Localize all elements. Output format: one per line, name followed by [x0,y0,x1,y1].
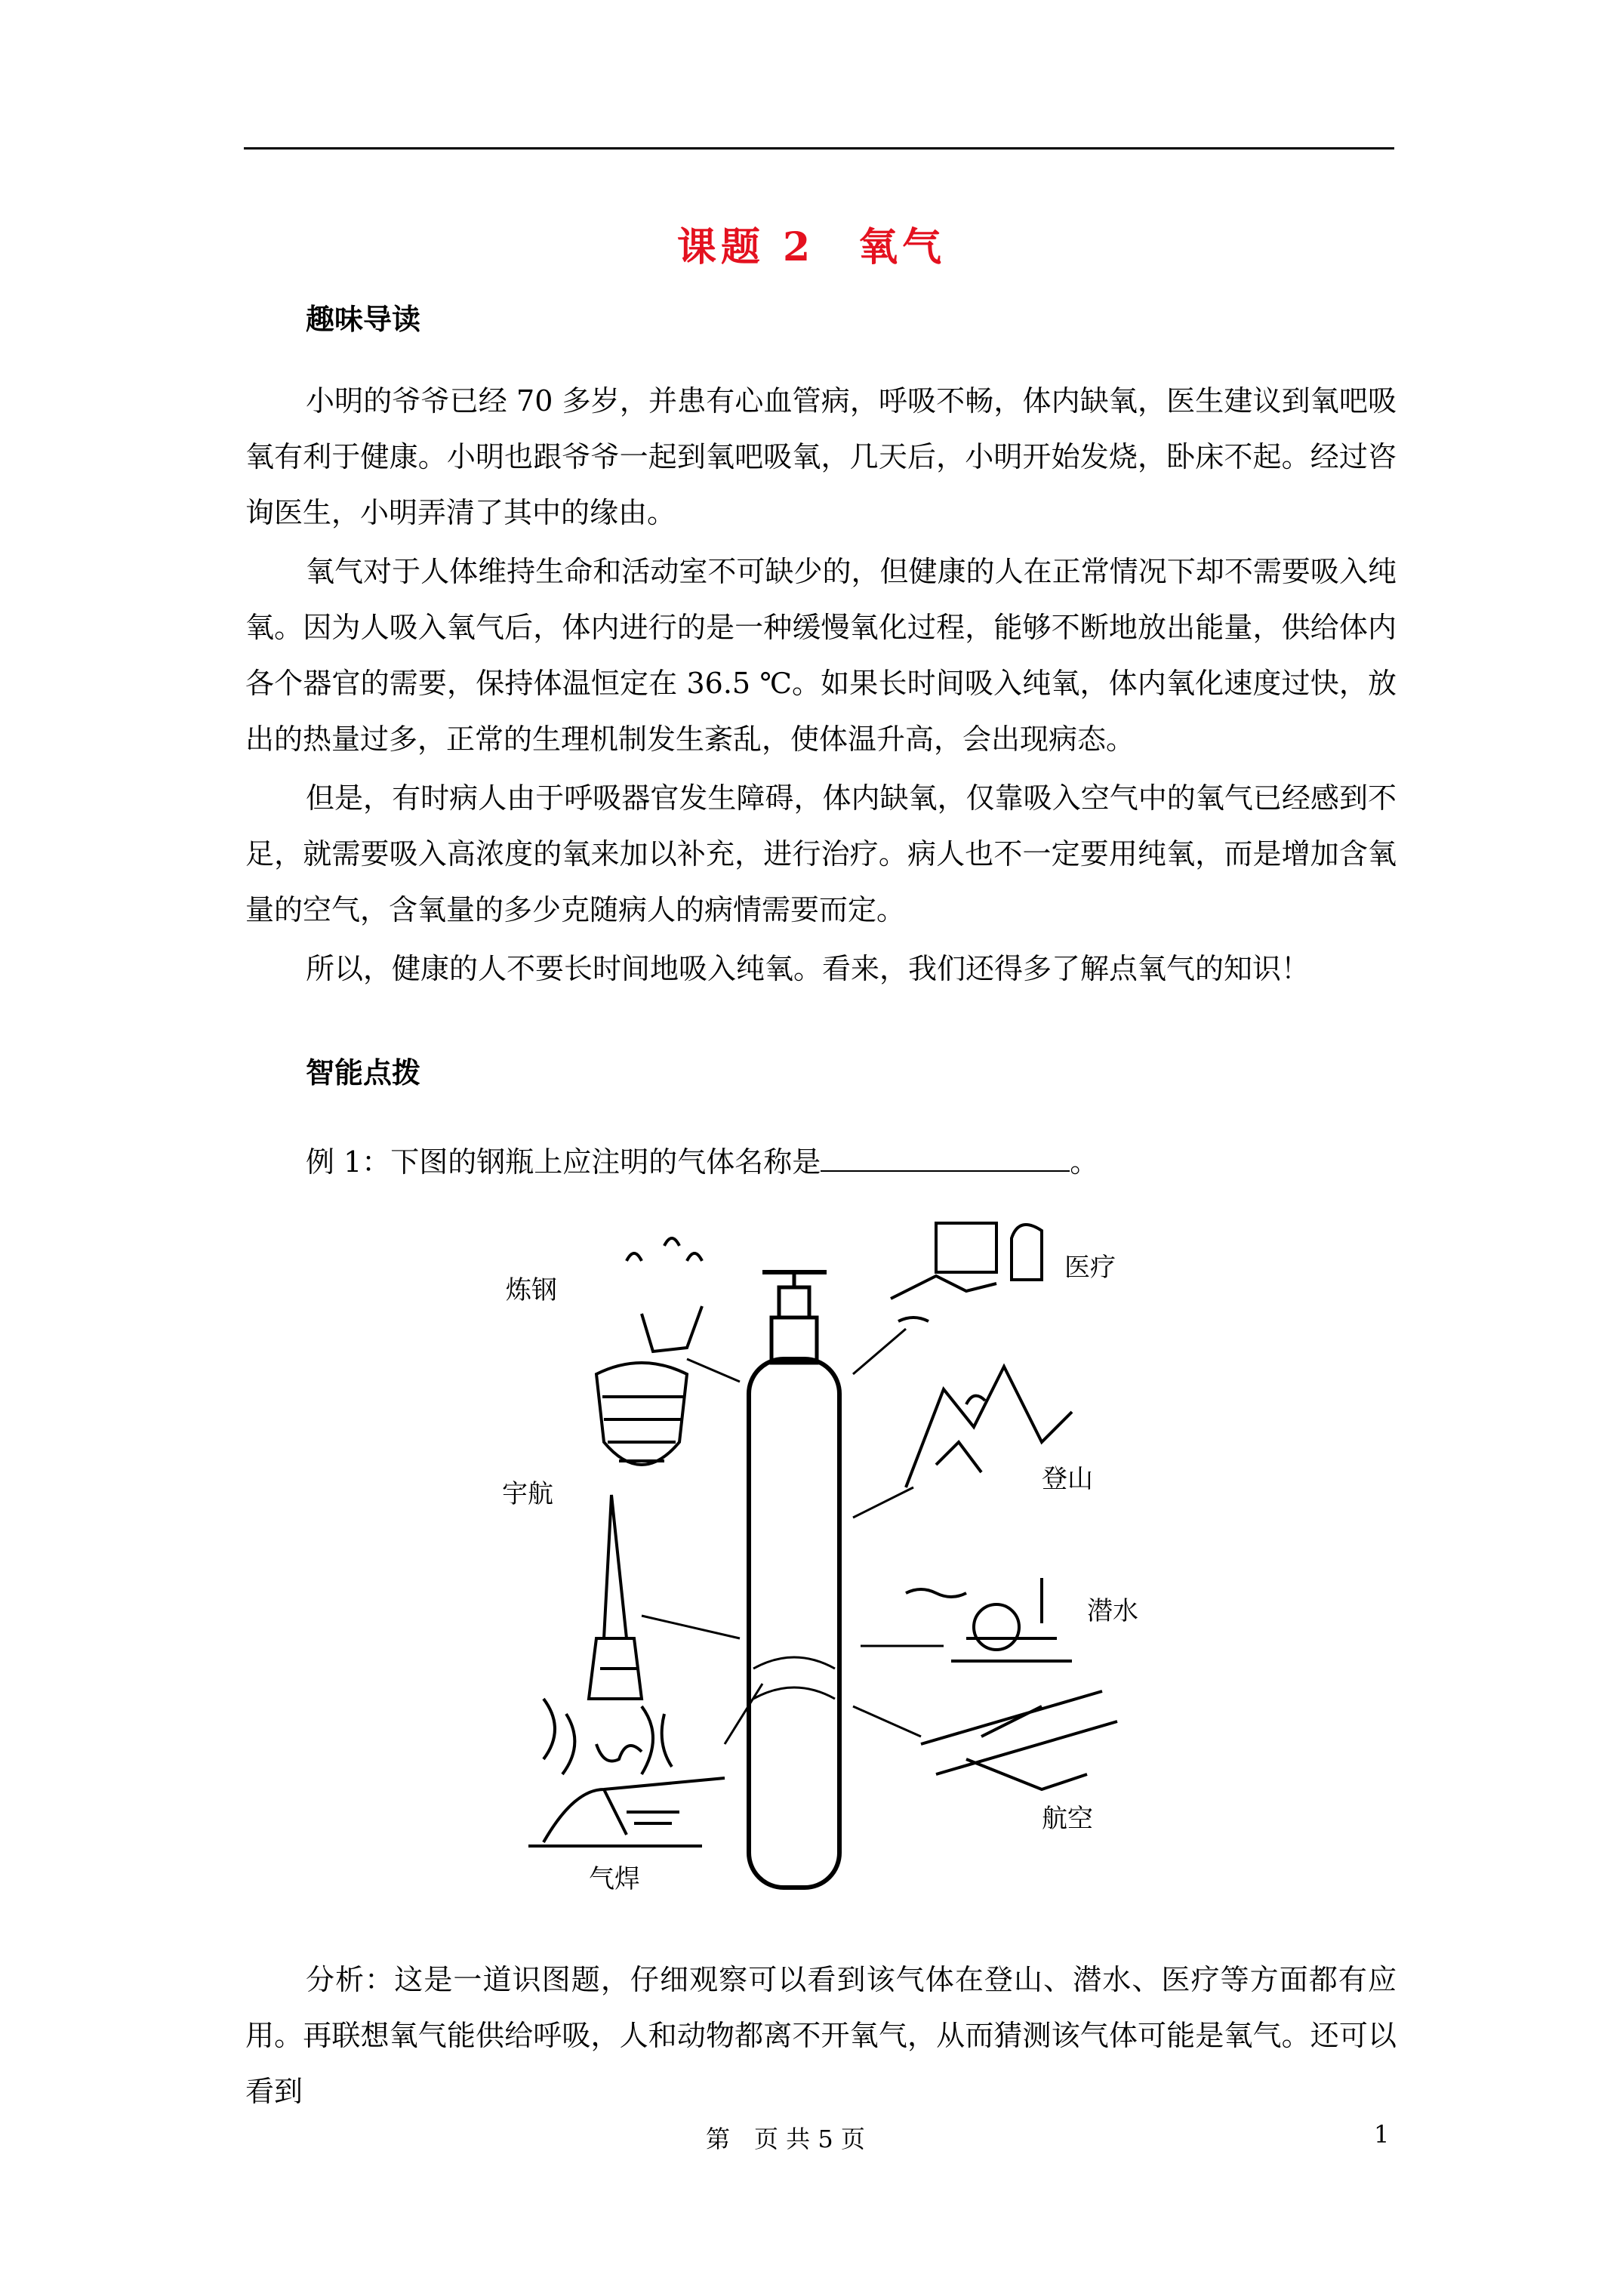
example-prefix: 例 1：下图的钢瓶上应注明的气体名称是 [306,1145,821,1179]
label-aviation: 航空 [1042,1804,1093,1834]
label-space: 宇航 [502,1479,553,1509]
header-rule [244,147,1394,149]
label-steelmaking: 炼钢 [506,1275,557,1305]
label-medical: 医疗 [1064,1253,1116,1283]
paragraph-1: 小明的爷爷已经 70 多岁，并患有心血管病，呼吸不畅，体内缺氧，医生建议到氧吧吸氧有利于健康。小明也跟爷爷一起到氧吧吸氧，几天后，小明开始发烧，卧床不起。经过咨询医生，小明弄清了其中的缘由。 [245,384,1397,529]
section-heading-reading: 趣味导读 [306,302,421,336]
paragraph-4: 所以，健康的人不要长时间地吸入纯氧。看来，我们还得多了解点氧气的知识！ [306,952,1310,985]
diving-icon [906,1578,1072,1661]
rocket-icon [544,1495,672,1774]
example-question [306,1139,1098,1180]
aviation-icon [921,1691,1117,1789]
label-diving: 潜水 [1087,1596,1138,1626]
welding-icon [528,1744,725,1846]
gas-cylinder-icon [749,1272,839,1888]
label-mountaineering: 登山 [1042,1464,1093,1494]
page-title: 课题 2 氧气 [676,224,947,270]
section-heading-tips: 智能点拨 [306,1056,421,1089]
pointer-lines [642,1329,944,1744]
example-suffix: 。 [1070,1145,1099,1179]
footer-page-count: 第 页 共 5 页 [706,2125,865,2153]
paragraph-2: 氧气对于人体维持生命和活动室不可缺少的，但健康的人在正常情况下却不需要吸入纯氧。因为人吸入氧气后，体内进行的是一种缓慢氧化过程，能够不断地放出能量，供给体内各个器官的需要，保持体温恒定在 36.5 ℃。如果长时间吸入纯氧，体内氧化速度过快，放出的热量过多，正常的生理机制发生紊乱，使体温升高，会出现病态。 [245,555,1397,756]
oxygen-uses-illustration [502,1216,1163,1910]
footer-page-number: 1 [1374,2120,1390,2149]
steelmaking-icon [596,1238,702,1465]
answer-blank [821,1145,1070,1172]
label-welding: 气焊 [589,1864,640,1894]
analysis-paragraph: 分析：这是一道识图题，仔细观察可以看到该气体在登山、潜水、医疗等方面都有应用。再联想氧气能供给呼吸，人和动物都离不开氧气，从而猜测该气体可能是氧气。还可以看到 [245,1963,1397,2108]
paragraph-3: 但是，有时病人由于呼吸器官发生障碍，体内缺氧，仅靠吸入空气中的氧气已经感到不足，就需要吸入高浓度的氧来加以补充，进行治疗。病人也不一定要用纯氧，而是增加含氧量的空气，含氧量的多少克随病人的病情需要而定。 [245,781,1397,926]
medical-icon [891,1223,1042,1321]
